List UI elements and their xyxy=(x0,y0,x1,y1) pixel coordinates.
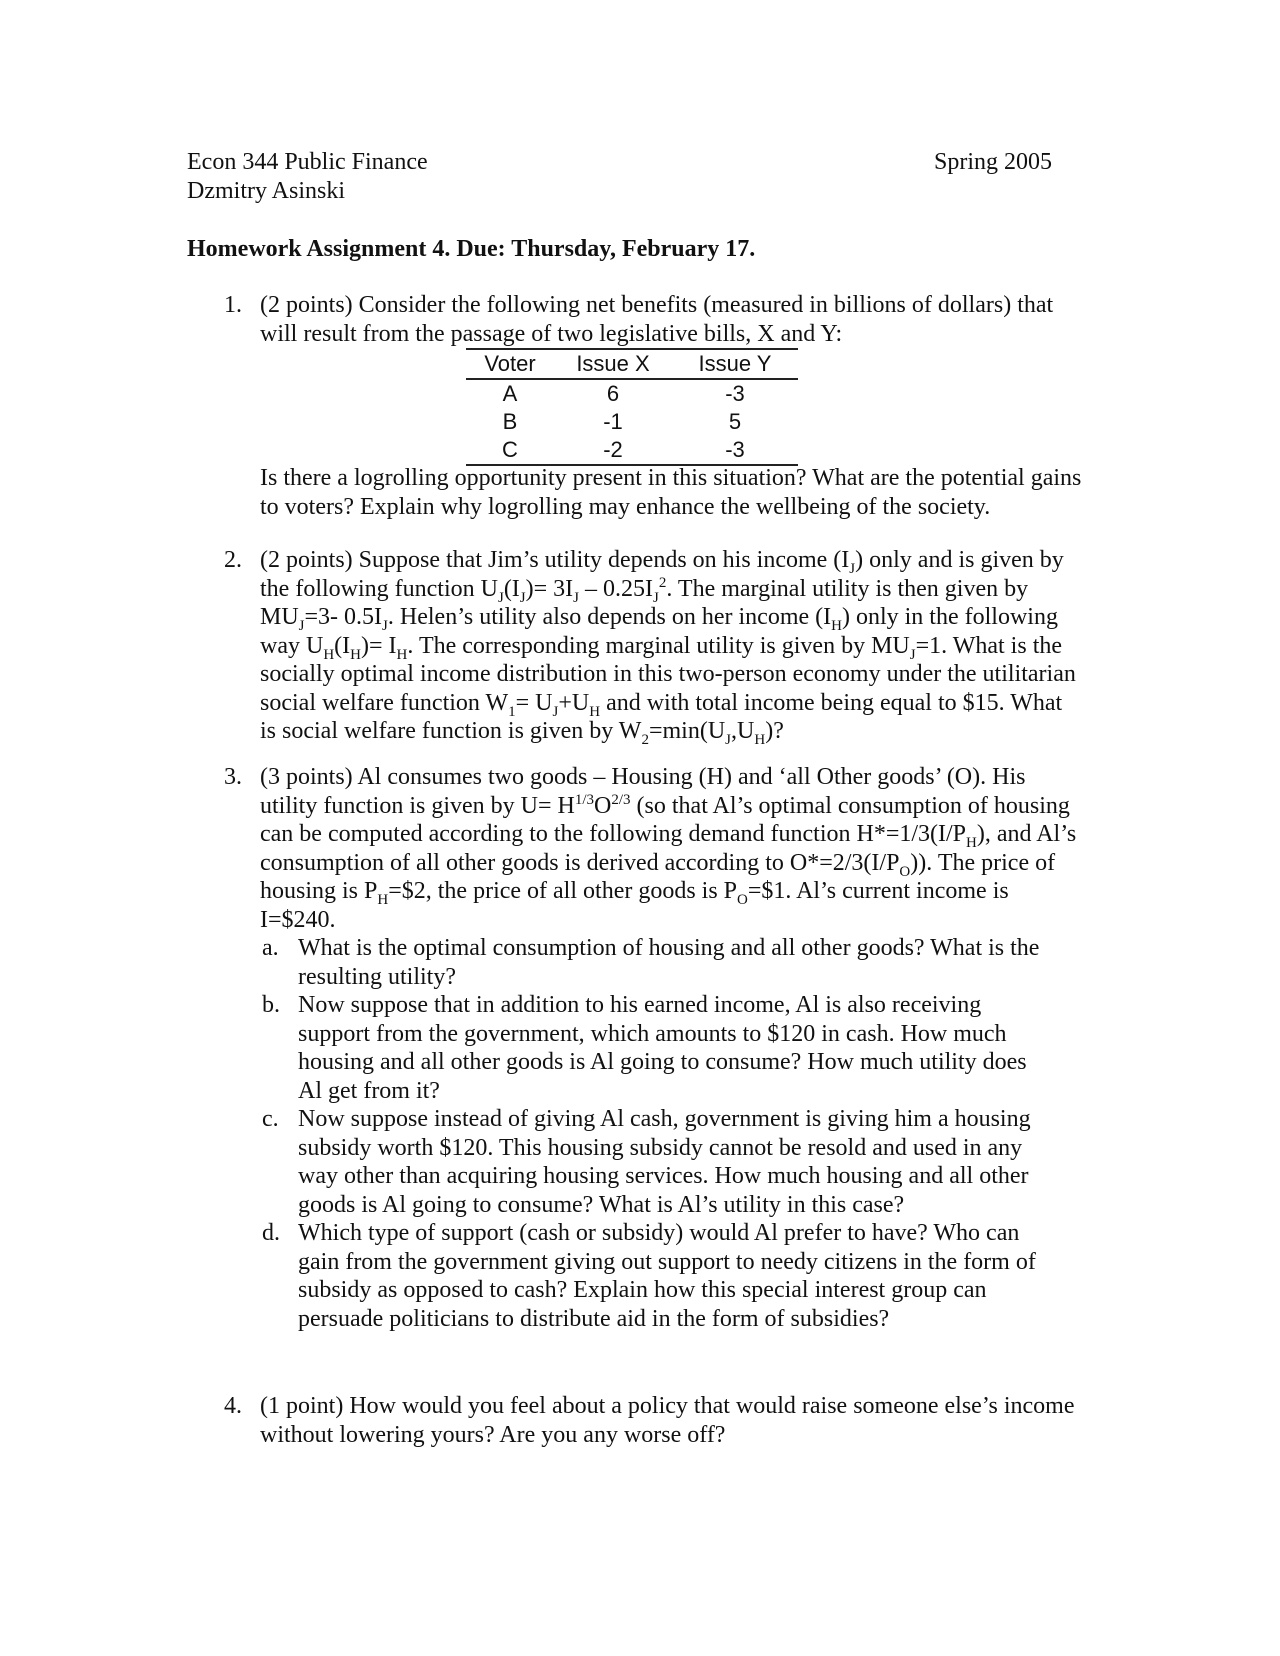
table-cell: C xyxy=(502,437,518,462)
question-1 xyxy=(224,291,1084,348)
question-3-part-d xyxy=(262,1219,1048,1333)
table-row xyxy=(466,436,798,465)
question-1-followup xyxy=(224,464,1084,521)
table-cell: B xyxy=(502,409,518,434)
question-2-text: (2 points) Suppose that Jim’s utility depends on his income $(I_J)$ only and is given by the following function $U_J(I_J)= 3I_J - 0.25I_J^2$. The marginal utility is then given by $MU_J=3-$ $0.5I_J$. Helen’s utility also depends on her income $(I_H)$ only in the following way $U_H(I_H)= I_H$. The corresponding marginal utility is given by $MU_J=1$. What is the socially optimal income distribution in this two-person economy under the utilitarian social welfare function $W_1= U_J+U_H$ and with total income being equal to $15. What is social welfare function is given by $W_2=\min(U_J,U_H)$? xyxy=(260,547,1076,748)
table-cell: -1 xyxy=(603,409,623,434)
table-row xyxy=(466,379,798,408)
question-1-text: Is there a logrolling opportunity present in this situation? What are the potential gains to voters? Explain why logrolling may enhance the wellbeing of the society. xyxy=(260,465,1082,520)
part-text: What is the optimal consumption of housing and all other goods? What is the resulting utility? xyxy=(298,935,1040,990)
part-text: Now suppose instead of giving Al cash, government is giving him a housing subsidy worth $120. This housing subsidy cannot be resold and used in any way other than acquiring housing services. How much housing and all other goods is Al going to consume? What is Al’s utility in this case? xyxy=(298,1106,1031,1218)
question-number: 1. xyxy=(224,292,242,318)
question-4-text: (1 point) How would you feel about a policy that would raise someone else’s income without lowering yours? Are you any worse off? xyxy=(260,1393,1075,1448)
column-header-issue-x: Issue X xyxy=(576,351,650,376)
course-header xyxy=(187,148,428,205)
question-3-part-a xyxy=(262,934,1048,991)
table-cell: -3 xyxy=(725,437,745,462)
table-header-row xyxy=(466,349,798,379)
question-3-part-b xyxy=(262,991,1048,1105)
part-letter: a. xyxy=(262,935,279,961)
table-cell: -3 xyxy=(725,381,745,406)
column-header-voter: Voter xyxy=(484,351,536,376)
question-3-text: (3 points) Al consumes two goods – Housing (H) and ‘all Other goods’ (O). His utility function is given by $U= H^{1/3}O^{2/3}$ (so that Al’s optimal consumption of housing can be computed according to the following demand function $H*=1/3(I/P_H)$, and Al’s consumption of all other goods is derived according to $O*=2/3(I/P_O)$). The price of housing is $P_H=\$2$, the price of all other goods is $P_O=\$1$. Al’s current income is I=$240. xyxy=(260,764,1077,933)
part-letter: d. xyxy=(262,1220,280,1246)
question-number: 4. xyxy=(224,1393,242,1419)
table-row xyxy=(466,408,798,436)
table-cell: 6 xyxy=(606,381,620,406)
question-3 xyxy=(224,763,1084,1333)
part-letter: b. xyxy=(262,992,280,1018)
column-header-issue-y: Issue Y xyxy=(698,351,772,376)
term-label: Spring 2005 xyxy=(933,149,1052,175)
question-3-part-c xyxy=(262,1105,1048,1219)
part-letter: c. xyxy=(262,1106,279,1132)
course-title: Econ 344 Public Finance xyxy=(187,149,428,175)
question-number: 3. xyxy=(224,764,242,790)
part-text: Now suppose that in addition to his earned income, Al is also receiving support from the government, which amounts to $120 in cash. How much housing and all other goods is Al going to consume? How much utility does Al get from it? xyxy=(298,992,1027,1104)
table-cell: -2 xyxy=(603,437,623,462)
part-text: Which type of support (cash or subsidy) would Al prefer to have? Who can gain from the government giving out support to needy citizens in the form of subsidy as opposed to cash? Explain how this special interest group can persuade politicians to distribute aid in the form of subsidies? xyxy=(298,1220,1036,1332)
net-benefits-table xyxy=(466,348,798,466)
question-number: 2. xyxy=(224,547,242,573)
question-1-intro: (2 points) Consider the following net benefits (measured in billions of dollars) that will result from the passage of two legislative bills, X and Y: xyxy=(260,292,1054,347)
table-cell: 5 xyxy=(728,409,742,434)
table-cell: A xyxy=(502,381,518,406)
question-2 xyxy=(224,546,1084,746)
question-4 xyxy=(224,1392,1084,1449)
instructor-name: Dzmitry Asinski xyxy=(187,177,346,204)
assignment-title: Homework Assignment 4. Due: Thursday, February 17. xyxy=(187,236,756,262)
